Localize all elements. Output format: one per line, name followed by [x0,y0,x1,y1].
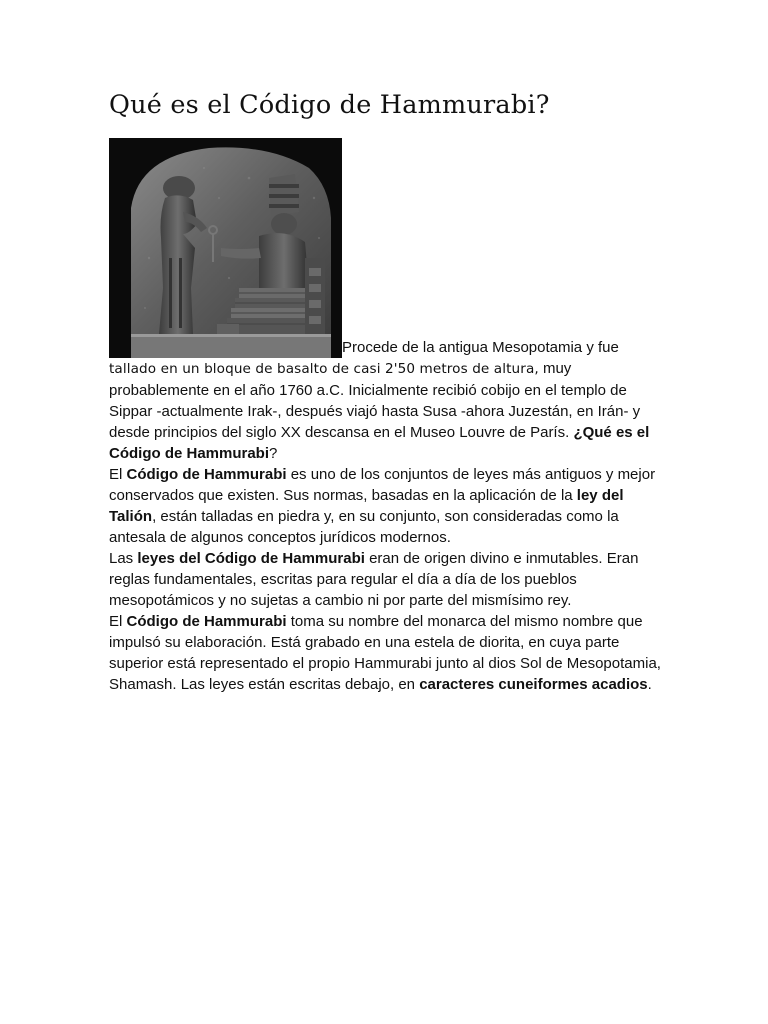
paragraph-definition [109,464,661,548]
bold-text-run: leyes del Código de Hammurabi [137,550,365,567]
text-run: , están talladas en piedra y, en su conjunto, son consideradas como la antesala de algunos conceptos jurídicos modernos. [109,508,619,546]
paragraph-divine-laws [109,548,661,611]
text-run: El [109,613,127,630]
paragraph-name-origin [109,611,661,695]
stele-image [109,138,342,358]
text-run: El [109,466,127,483]
text-run: toma su nombre del monarca del mismo nombre que impulsó su elaboración. Está grabado en una estela de diorita, en cuya parte superior está representado el propio Hammurabi junto al dios Sol de Mesopotamia, Shamash. Las leyes están escritas debajo, en [109,613,661,693]
text-run: es uno de los conjuntos de leyes más antiguos y mejor conservados que existen. Sus normas, basadas en la aplicación de la [109,466,656,504]
text-run: Las [109,550,138,567]
bold-text-run: Código de Hammurabi [126,613,287,630]
page-title: Qué es el Código de Hammurabi? [109,90,550,120]
document-page [109,86,661,695]
bold-text-run: caracteres cuneiformes acadios [419,676,648,693]
text-run: eran de origen divino e inmutables. Eran reglas fundamentales, escritas para regular el día a día de los pueblos mesopotámicos y no sujetas a cambio ni por parte del mismísimo rey. [109,550,639,609]
text-run: ? [269,445,278,462]
text-run: tallado en un bloque de basalto de casi 2'50 metros de altura, [109,361,539,377]
article-body [109,138,661,695]
bold-text-run: ley del Talión [109,487,624,525]
text-run: Procede de la antigua Mesopotamia y fue [342,339,619,356]
text-run: muy probablemente en el año 1760 a.C. Inicialmente recibió cobijo en el templo de Sippar -actualmente Irak-, después viajó hasta Susa -ahora Juzestán, en Irán- y desde principios del siglo XX descansa en el Museo Louvre de París. [109,360,641,441]
bold-text-run: ¿Qué es el Código de Hammurabi [109,424,650,462]
text-run: . [647,676,652,693]
bold-text-run: Código de Hammurabi [126,466,287,483]
paragraph-origin [109,138,661,464]
